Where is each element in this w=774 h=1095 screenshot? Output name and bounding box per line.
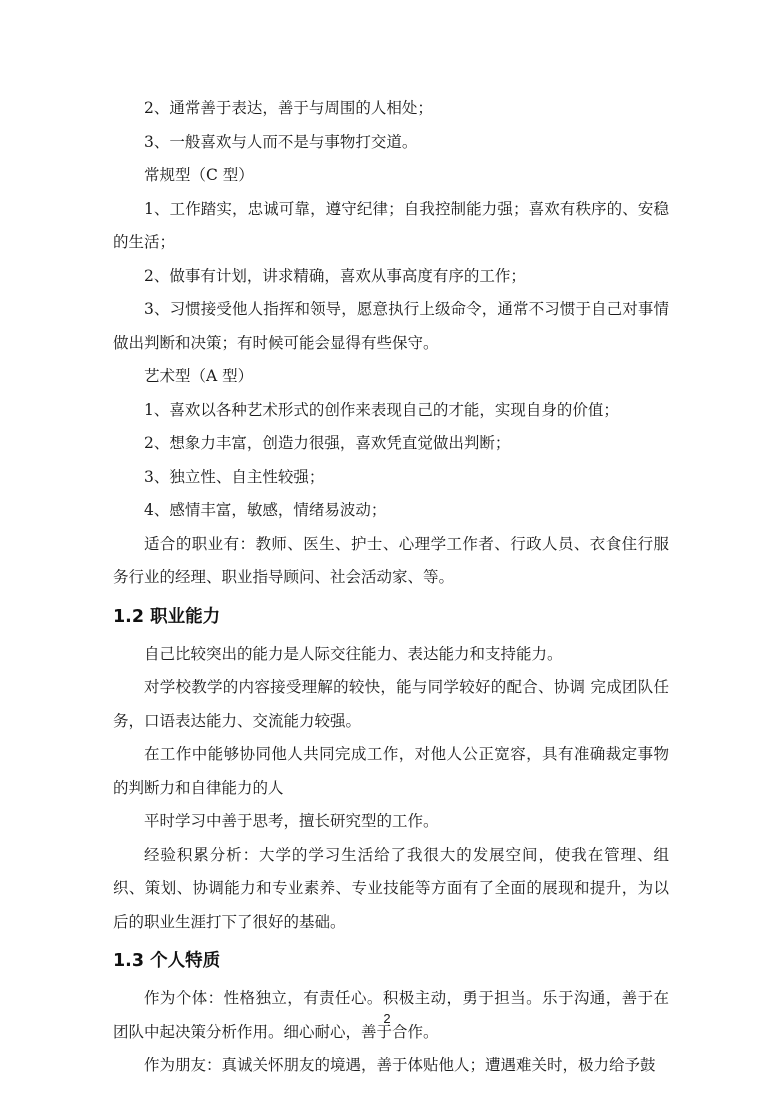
type-heading-artistic: 艺术型（A 型） bbox=[144, 367, 254, 385]
type-heading-conventional: 常规型（C 型） bbox=[144, 166, 254, 184]
paragraph: 平时学习中善于思考，擅长研究型的工作。 bbox=[144, 812, 439, 830]
paragraph: 作为个体：性格独立，有责任心。积极主动，勇于担当。乐于沟通，善于在团队中起决策分析作用。细心耐心，善于合作。 bbox=[113, 989, 669, 1041]
paragraph: 3、独立性、自主性较强； bbox=[144, 467, 325, 486]
paragraph: 2、通常善于表达，善于与周围的人相处； bbox=[144, 99, 433, 117]
paragraph: 1、工作踏实，忠诚可靠，遵守纪律；自我控制能力强；喜欢有秩序的、安稳的生活； bbox=[113, 199, 669, 251]
paragraph: 2、做事有计划，讲求精确，喜欢从事高度有序的工作； bbox=[144, 266, 526, 285]
paragraph: 对学校教学的内容接受理解的较快，能与同学较好的配合、协调 完成团队任务，口语表达能力、交流能力较强。 bbox=[113, 678, 669, 730]
paragraph: 3、一般喜欢与人而不是与事物打交道。 bbox=[144, 132, 418, 151]
paragraph: 在工作中能够协同他人共同完成工作，对他人公正宽容，具有准确裁定事物的判断力和自律能力的人 bbox=[113, 745, 669, 797]
paragraph: 适合的职业有：教师、医生、护士、心理学工作者、行政人员、衣食住行服务行业的经理、职业指导顾问、社会活动家、等。 bbox=[113, 534, 669, 586]
document-body bbox=[113, 92, 669, 1083]
paragraph: 4、感情丰富，敏感，情绪易波动； bbox=[144, 501, 387, 519]
section-heading-personal-traits: 1.3 个人特质 bbox=[113, 951, 221, 971]
page-number: 2 bbox=[383, 1011, 391, 1026]
paragraph: 1、喜欢以各种艺术形式的创作来表现自己的才能，实现自身的价值； bbox=[144, 400, 619, 419]
paragraph: 3、习惯接受他人指挥和领导，愿意执行上级命令，通常不习惯于自己对事情做出判断和决策；有时候可能会显得有些保守。 bbox=[113, 300, 669, 352]
paragraph: 作为朋友：真诚关怀朋友的境遇，善于体贴他人；遭遇难关时，极力给予鼓 bbox=[144, 1056, 656, 1074]
section-heading-career-ability: 1.2 职业能力 bbox=[113, 606, 221, 627]
paragraph: 经验积累分析：大学的学习生活给了我很大的发展空间，使我在管理、组织、策划、协调能力和专业素养、专业技能等方面有了全面的展现和提升，为以后的职业生涯打下了很好的基础。 bbox=[113, 845, 669, 931]
paragraph: 自己比较突出的能力是人际交往能力、表达能力和支持能力。 bbox=[144, 644, 563, 663]
paragraph: 2、想象力丰富，创造力很强，喜欢凭直觉做出判断； bbox=[144, 434, 511, 452]
